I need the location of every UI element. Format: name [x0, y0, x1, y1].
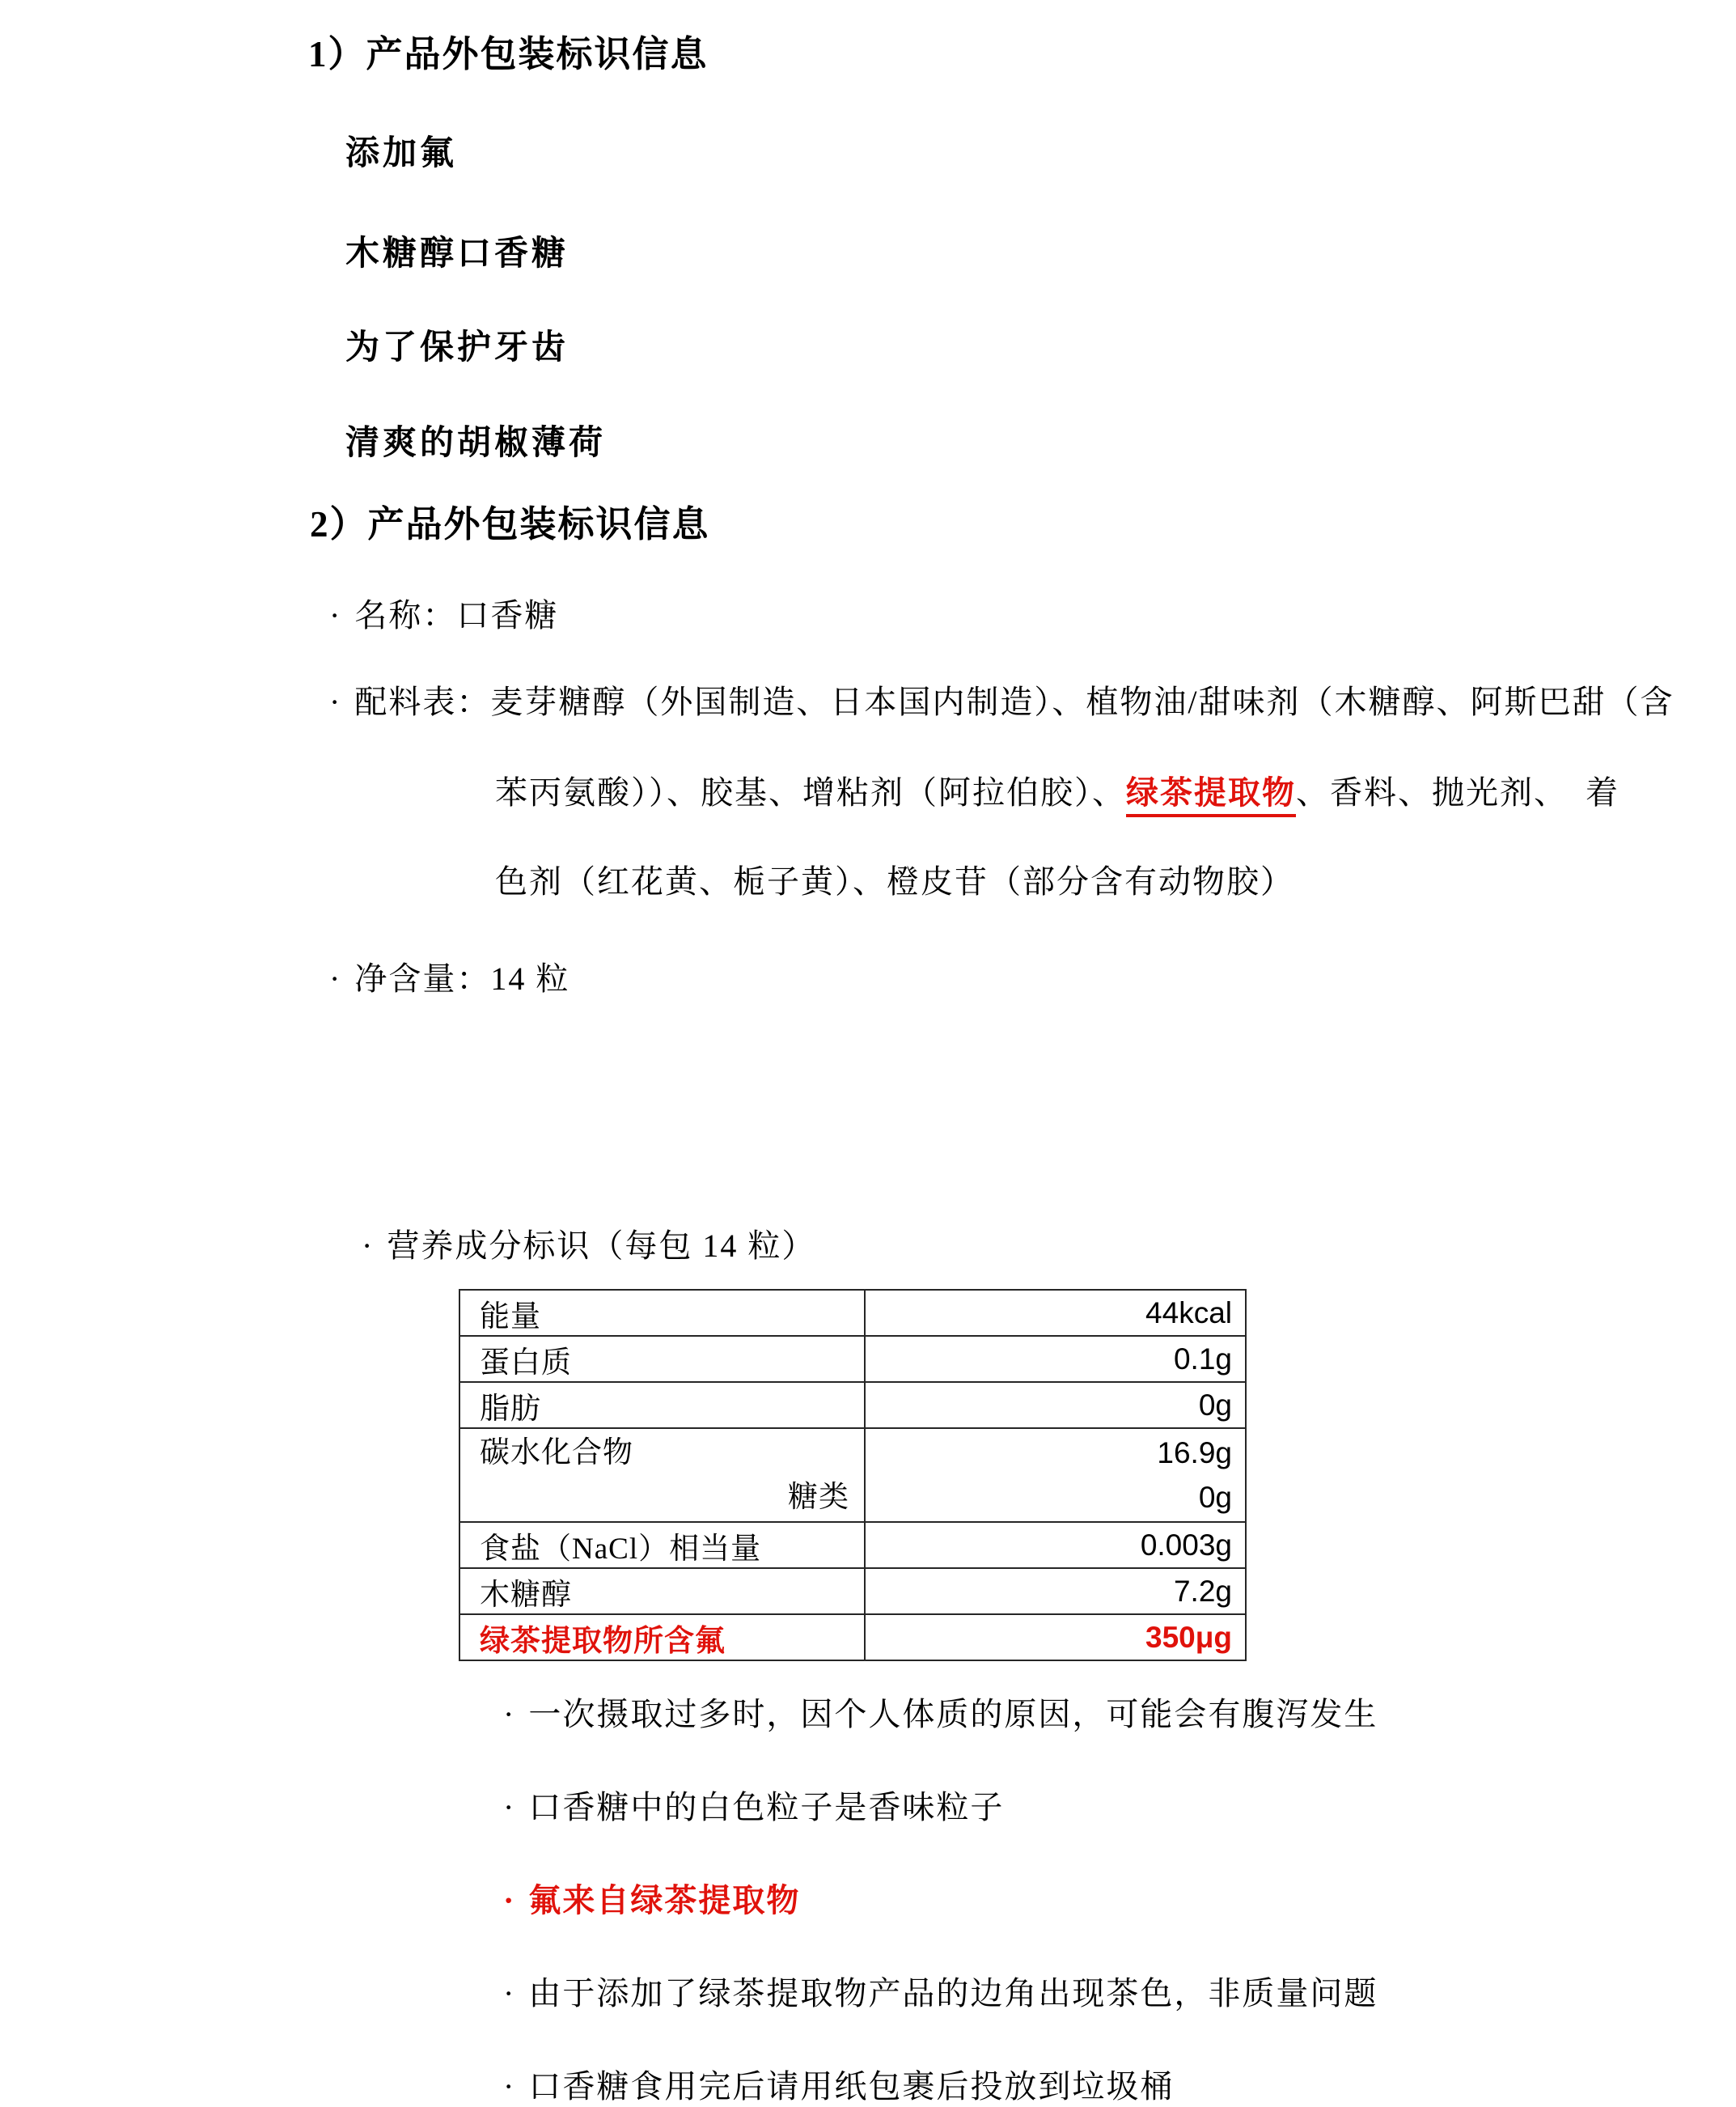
table-row-fluoride [460, 1613, 1245, 1660]
bullet-dot: · [329, 960, 342, 997]
nutrition-caption-text: 营养成分标识（每包 14 粒） [387, 1227, 816, 1264]
bullet-dot: · [503, 1696, 516, 1732]
bullet-dot: · [329, 684, 342, 720]
net-content-field [329, 953, 569, 999]
bullet-dot: · [503, 1882, 516, 1918]
table-row-salt [460, 1521, 1245, 1567]
table-row-xylitol [460, 1567, 1245, 1613]
table-row-protein [460, 1335, 1245, 1381]
note-text: 口香糖食用完后请用纸包裹后投放到垃圾桶 [528, 2068, 1175, 2105]
table-row-fat [460, 1381, 1245, 1427]
section2-title: 2）产品外包装标识信息 [310, 504, 710, 545]
note-text: 氟来自绿茶提取物 [528, 1882, 801, 1918]
nutrient-value-cell: 0.003g [1140, 1528, 1232, 1562]
tagline-fluoride: 添加氟 [345, 135, 458, 172]
note-text: 由于添加了绿茶提取物产品的边角出现茶色，非质量问题 [528, 1975, 1378, 2012]
nutrition-table [459, 1289, 1247, 1661]
tagline-protect-teeth: 为了保护牙齿 [345, 329, 569, 367]
bullet-dot: · [503, 2068, 516, 2105]
nutrient-name-cell: 能量 [460, 1291, 866, 1335]
nutrient-name-cell [460, 1429, 866, 1521]
nutrient-name-cell: 木糖醇 [460, 1569, 866, 1613]
ingredients-line1-text: 配料表：麦芽糖醇（外国制造、日本国内制造）、植物油/甜味剂（木糖醇、阿斯巴甜（含 [354, 684, 1675, 720]
note-tea-color [503, 1968, 1378, 2014]
ingredients-line1 [329, 676, 1674, 723]
note-white-particles [503, 1782, 1004, 1828]
ingredients-line2 [495, 767, 1620, 813]
nutrient-name-cell: 蛋白质 [460, 1337, 866, 1381]
bullet-dot: · [362, 1227, 375, 1264]
sugars-sublabel: 糖类 [788, 1481, 849, 1514]
tagline-peppermint: 清爽的胡椒薄荷 [345, 425, 607, 462]
sugars-subvalue: 0g [1198, 1481, 1232, 1514]
note-diarrhea [503, 1689, 1378, 1735]
ingredients-line3: 色剂（红花黄、栀子黄）、橙皮苷（部分含有动物胶） [495, 863, 1294, 900]
nutrient-value-cell: 7.2g [1173, 1574, 1232, 1608]
product-name-text: 名称：口香糖 [354, 597, 559, 634]
nutrient-name-cell: 绿茶提取物所含氟 [460, 1615, 866, 1660]
nutrient-value-cell: 44kcal [1145, 1295, 1232, 1329]
nutrient-name-cell: 食盐（NaCl）相当量 [460, 1523, 866, 1567]
tagline-xylitol-gum: 木糖醇口香糖 [345, 235, 569, 273]
note-disposal [503, 2061, 1174, 2107]
nutrient-value-cell: 0g [1198, 1388, 1232, 1422]
table-row-energy [460, 1291, 1245, 1335]
note-text: 口香糖中的白色粒子是香味粒子 [528, 1789, 1005, 1825]
net-content-text: 净含量：14 粒 [354, 960, 570, 997]
bullet-dot: · [503, 1789, 516, 1825]
green-tea-extract-highlight: 绿茶提取物 [1126, 774, 1296, 817]
bullet-dot: · [329, 597, 342, 634]
section1-title: 1）产品外包装标识信息 [308, 34, 709, 74]
ingredients-line2-suffix: 、香料、抛光剂、 着 [1296, 774, 1620, 811]
nutrition-caption [362, 1220, 815, 1266]
nutrient-value-cell: 350μg [1145, 1620, 1232, 1654]
carbohydrate-value: 16.9g [1157, 1436, 1232, 1469]
bullet-dot: · [503, 1975, 516, 2012]
ingredients-line2-prefix: 苯丙氨酸））、胶基、增粘剂（阿拉伯胶）、 [495, 774, 1126, 811]
note-fluoride-source [503, 1875, 800, 1921]
table-row-carbohydrate [460, 1427, 1245, 1521]
product-name-field [329, 590, 558, 636]
note-text: 一次摄取过多时，因个人体质的原因，可能会有腹泻发生 [528, 1696, 1378, 1732]
nutrient-name-cell: 脂肪 [460, 1383, 866, 1427]
nutrient-value-cell: 0.1g [1173, 1342, 1232, 1376]
carbohydrate-label: 碳水化合物 [480, 1436, 633, 1469]
nutrient-value-cell [866, 1429, 1245, 1521]
